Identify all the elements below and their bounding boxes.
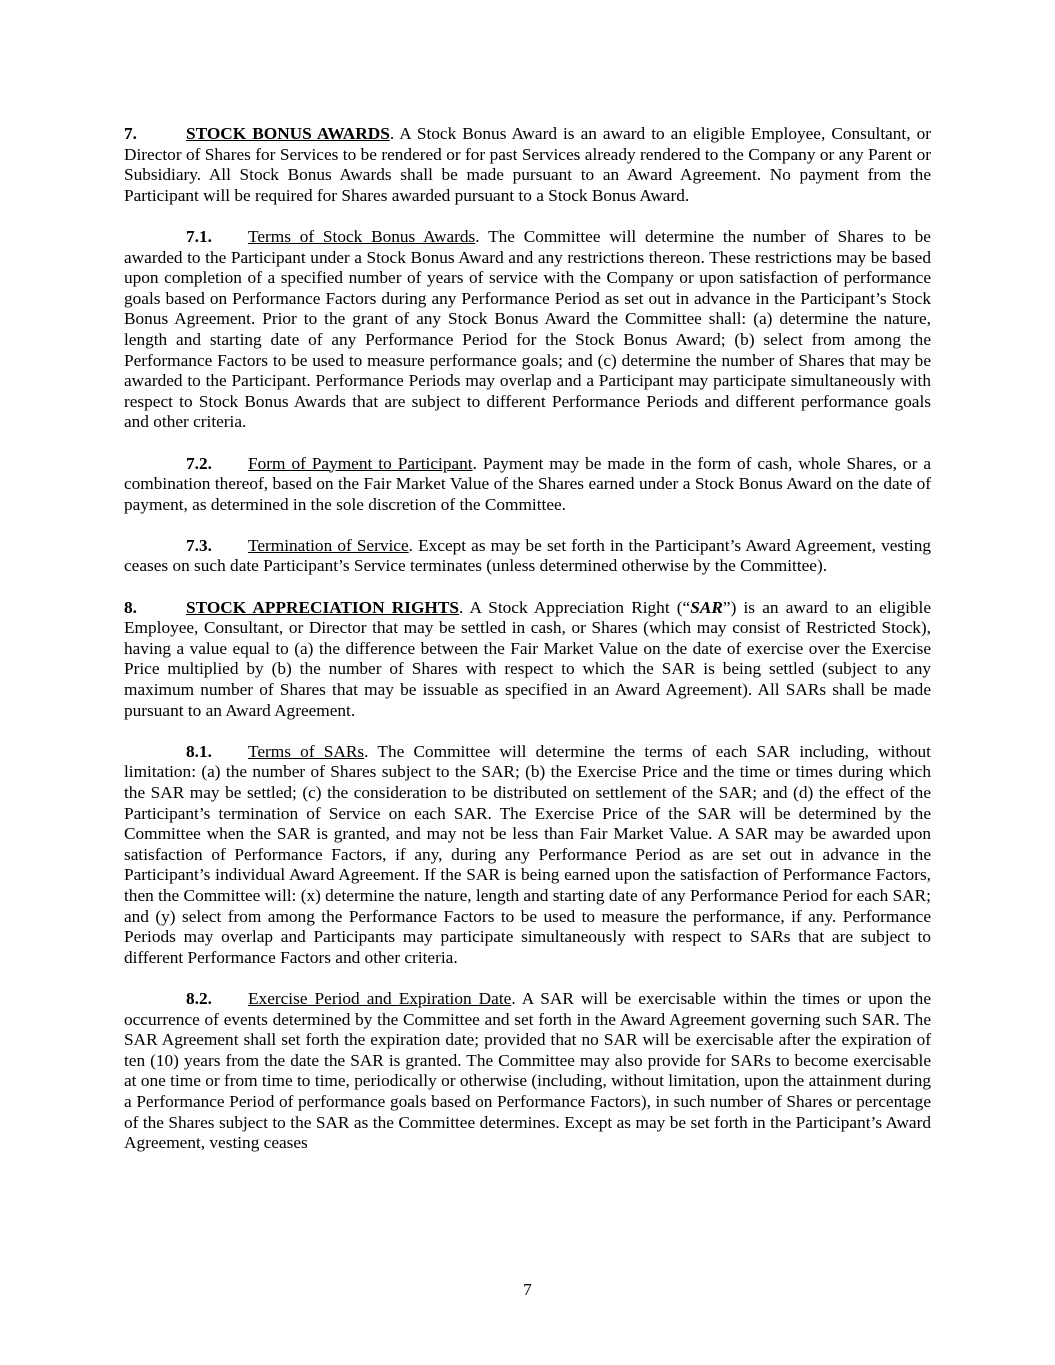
section-8-2 xyxy=(124,989,931,1154)
section-heading: Terms of Stock Bonus Awards xyxy=(248,226,476,246)
section-text: ”) is an award to an eligible Employee, Consultant, or Director that may be settled in cash, or Shares (which may consist of Restricted Stock), having a value equal to (a) the difference between the Fair Market Value on the date of exercise over the Exercise Price multiplied by (b) the number of Shares with respect to which the SAR is being settled (subject to any maximum number of Shares that may be issuable as specified in an Award Agreement). All SARs shall be made pursuant to an Award Agreement. xyxy=(124,597,932,720)
section-heading: Termination of Service xyxy=(248,535,409,555)
section-heading: Exercise Period and Expiration Date xyxy=(248,988,512,1008)
section-number: 7. xyxy=(124,124,137,143)
defined-term: SAR xyxy=(690,597,723,617)
section-text: . A Stock Bonus Award is an award to an eligible Employee, Consultant, or Director of Shares for Services to be rendered or for past Services already rendered to the Company or any Parent or Subsidiary. All Stock Bonus Awards shall be made pursuant to an Award Agreement. No payment from the Participant will be required for Shares awarded pursuant to a Stock Bonus Award. xyxy=(124,124,931,205)
section-heading: STOCK APPRECIATION RIGHTS xyxy=(186,597,459,617)
section-number: 8. xyxy=(124,597,137,617)
section-heading: Form of Payment to Participant xyxy=(248,453,473,473)
document-page xyxy=(124,124,931,1174)
section-heading: Terms of SARs xyxy=(248,741,365,761)
section-8-1 xyxy=(124,742,931,969)
section-number: 7.2. xyxy=(186,453,212,473)
section-text: . A SAR will be exercisable within the times or upon the occurrence of events determined by the Committee and set forth in the Award Agreement governing such SAR. The SAR Agreement shall set forth the expiration date; provided that no SAR will be exercisable after the expiration of ten (10) years from the date the SAR is granted. The Committee may also provide for SARs to become exercisable at one time or from time to time, periodically or otherwise (including, without limitation, upon the attainment during a Performance Period of performance goals based on Performance Factors), in such number of Shares or percentage of the Shares subject to the SAR as the Committee determines. Except as may be set forth in the Participant’s Award Agreement, vesting ceases xyxy=(124,988,931,1153)
section-heading: STOCK BONUS AWARDS xyxy=(186,124,390,143)
section-7-1 xyxy=(124,227,931,433)
section-7-2 xyxy=(124,454,931,516)
section-text: . Except as may be set forth in the Participant’s Award Agreement, vesting ceases on such date Participant’s Service terminates (unless determined otherwise by the Committee). xyxy=(124,535,931,576)
section-text: . A Stock Appreciation Right (“ xyxy=(459,597,691,617)
section-7 xyxy=(124,124,931,206)
section-8 xyxy=(124,598,931,722)
section-number: 7.3. xyxy=(186,535,212,555)
section-number: 8.2. xyxy=(186,988,212,1008)
section-7-3 xyxy=(124,536,931,577)
section-number: 7.1. xyxy=(186,226,212,246)
section-number: 8.1. xyxy=(186,741,212,761)
section-text: . Payment may be made in the form of cash, whole Shares, or a combination thereof, based on the Fair Market Value of the Shares earned under a Stock Bonus Award on the date of payment, as determined in the sole discretion of the Committee. xyxy=(124,453,931,514)
section-text: . The Committee will determine the terms of each SAR including, without limitation: (a) the number of Shares subject to the SAR; (b) the Exercise Price and the time or times during which the SAR may be settled; (c) the consideration to be distributed on settlement of the SAR; and (d) the effect of the Participant’s termination of Service on each SAR. The Exercise Price of the SAR will be determined by the Committee when the SAR is granted, and may not be less than Fair Market Value. A SAR may be awarded upon satisfaction of Performance Factors, if any, during any Performance Period as are set out in advance in the Participant’s individual Award Agreement. If the SAR is being earned upon the satisfaction of Performance Factors, then the Committee will: (x) determine the nature, length and starting date of any Performance Period for each SAR; and (y) select from among the Performance Factors to be used to measure the performance, if any. Performance Periods may overlap and Participants may participate simultaneously with respect to SARs that are subject to different Performance Factors and other criteria. xyxy=(124,741,931,967)
page-number: 7 xyxy=(523,1280,532,1299)
section-text: . The Committee will determine the number of Shares to be awarded to the Participant under a Stock Bonus Award and any restrictions thereon. These restrictions may be based upon completion of a specified number of years of service with the Company or upon satisfaction of performance goals based on Performance Factors during any Performance Period as set out in advance in the Participant’s Stock Bonus Agreement. Prior to the grant of any Stock Bonus Award the Committee shall: (a) determine the nature, length and starting date of any Performance Period for the Stock Bonus Award; (b) select from among the Performance Factors to be used to measure performance goals; and (c) determine the number of Shares that may be awarded to the Participant. Performance Periods may overlap and a Participant may participate simultaneously with respect to Stock Bonus Awards that are subject to different Performance Periods and different performance goals and other criteria. xyxy=(124,226,931,432)
